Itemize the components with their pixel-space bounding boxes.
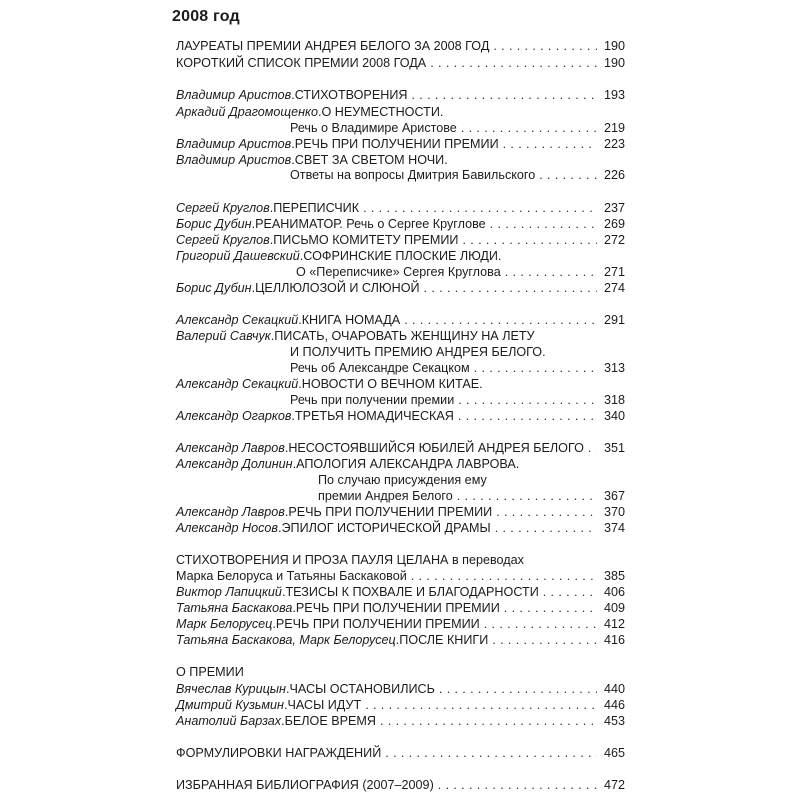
entry-title: СОФРИНСКИЕ ПЛОСКИЕ ЛЮДИ. xyxy=(303,249,502,263)
entry-title: По случаю присуждения ему xyxy=(318,473,487,487)
entry-author: Марк Белорусец . xyxy=(176,615,276,633)
entry-page: 190 xyxy=(603,39,625,53)
entry-author: Татьяна Баскакова . xyxy=(176,599,296,617)
section-title: 2008 год xyxy=(172,8,240,25)
entry-title: О НЕУМЕСТНОСТИ. xyxy=(321,105,444,119)
entry-author: Владимир Аристов . xyxy=(176,151,295,169)
entry-title: РЕЧЬ ПРИ ПОЛУЧЕНИИ ПРЕМИИ xyxy=(288,505,493,519)
leader-dots xyxy=(380,712,597,730)
entry-page: 193 xyxy=(603,88,625,102)
entry-title: ПЕРЕПИСЧИК xyxy=(273,201,360,215)
entry-title: БЕЛОЕ ВРЕМЯ xyxy=(284,714,377,728)
entry-page: 374 xyxy=(603,521,625,535)
entry-page: 226 xyxy=(603,168,625,182)
leader-dots xyxy=(438,776,597,794)
entry-page: 351 xyxy=(603,441,625,455)
entry-title: СВЕТ ЗА СВЕТОМ НОЧИ. xyxy=(294,153,448,167)
entry-title: ЦЕЛЛЮЛОЗОЙ И СЛЮНОЙ xyxy=(255,281,420,295)
entry-author: Дмитрий Кузьмин . xyxy=(176,696,288,714)
entry-title: ТЕЗИСЫ К ПОХВАЛЕ И БЛАГОДАРНОСТИ xyxy=(285,585,539,599)
entry-title: Речь об Александре Секацком xyxy=(290,361,470,375)
leader-dots xyxy=(424,279,597,297)
entry-author: Александр Секацкий . xyxy=(176,311,302,329)
entry-page: 416 xyxy=(603,633,625,647)
leader-dots xyxy=(539,166,597,184)
entry-author: Александр Огарков . xyxy=(176,407,295,425)
entry-title: АПОЛОГИЯ АЛЕКСАНДРА ЛАВРОВА. xyxy=(296,457,520,471)
entry-title: ЧАСЫ ИДУТ xyxy=(287,698,362,712)
entry-title: СТИХОТВОРЕНИЯ xyxy=(294,88,408,102)
entry-title: РЕЧЬ ПРИ ПОЛУЧЕНИИ ПРЕМИИ xyxy=(275,617,480,631)
entry-title: Марка Белоруса и Татьяны Баскаковой xyxy=(176,569,407,583)
entry-page: 440 xyxy=(603,682,625,696)
entry-page: 269 xyxy=(603,217,625,231)
toc-entry xyxy=(290,166,625,184)
entry-page: 453 xyxy=(603,714,625,728)
entry-author: Александр Секацкий . xyxy=(176,375,302,393)
entry-author: Александр Лавров . xyxy=(176,439,288,457)
entry-title: ИЗБРАННАЯ БИБЛИОГРАФИЯ (2007–2009) xyxy=(176,778,434,792)
entry-title: НЕСОСТОЯВШИЙСЯ ЮБИЛЕЙ АНДРЕЯ БЕЛОГО xyxy=(288,441,584,455)
entry-title: НОВОСТИ О ВЕЧНОМ КИТАЕ. xyxy=(301,377,483,391)
entry-title: ПИСЬМО КОМИТЕТУ ПРЕМИИ xyxy=(273,233,459,247)
entry-author: Анатолий Барзах . xyxy=(176,712,285,730)
entry-author: Сергей Круглов . xyxy=(176,199,273,217)
toc-entry xyxy=(176,54,625,72)
entry-title: ЛАУРЕАТЫ ПРЕМИИ АНДРЕЯ БЕЛОГО ЗА 2008 ГОД xyxy=(176,39,490,53)
leader-dots xyxy=(493,37,597,55)
entry-title: О «Переписчике» Сергея Круглова xyxy=(296,265,501,279)
entry-title: ЭПИЛОГ ИСТОРИЧЕСКОЙ ДРАМЫ xyxy=(281,521,491,535)
entry-title: премии Андрея Белого xyxy=(318,489,453,503)
toc-entry xyxy=(176,663,625,681)
toc-entry xyxy=(176,279,625,297)
entry-author: Татьяна Баскакова, Марк Белорусец . xyxy=(176,631,399,649)
entry-author: Александр Лавров . xyxy=(176,503,288,521)
entry-title: ЧАСЫ ОСТАНОВИЛИСЬ xyxy=(289,682,435,696)
entry-page: 385 xyxy=(603,569,625,583)
leader-dots xyxy=(495,519,597,537)
entry-author: Аркадий Драгомощенко . xyxy=(176,103,322,121)
entry-page: 318 xyxy=(603,393,625,407)
entry-page: 340 xyxy=(603,409,625,423)
toc-entry xyxy=(176,86,625,104)
toc-entry xyxy=(176,519,625,537)
entry-page: 446 xyxy=(603,698,625,712)
leader-dots xyxy=(411,86,597,104)
entry-title: Речь при получении премии xyxy=(290,393,455,407)
entry-title: ТРЕТЬЯ НОМАДИЧЕСКАЯ xyxy=(294,409,454,423)
entry-title: РЕЧЬ ПРИ ПОЛУЧЕНИИ ПРЕМИИ xyxy=(295,601,500,615)
entry-title: РЕАНИМАТОР. Речь о Сергее Круглове xyxy=(255,217,486,231)
leader-dots xyxy=(430,54,597,72)
entry-title: О ПРЕМИИ xyxy=(176,665,244,679)
entry-title: ПОСЛЕ КНИГИ xyxy=(399,633,489,647)
entry-title: КНИГА НОМАДА xyxy=(301,313,401,327)
entry-author: Владимир Аристов . xyxy=(176,86,295,104)
entry-page: 472 xyxy=(603,778,625,792)
toc-entry xyxy=(176,407,625,425)
entry-page: 370 xyxy=(603,505,625,519)
entry-author: Григорий Дашевский . xyxy=(176,247,303,265)
entry-title: СТИХОТВОРЕНИЯ И ПРОЗА ПАУЛЯ ЦЕЛАНА в переводах xyxy=(176,553,524,567)
entry-page: 409 xyxy=(603,601,625,615)
entry-page: 223 xyxy=(603,137,625,151)
leader-dots xyxy=(492,631,597,649)
entry-author: Вячеслав Курицын . xyxy=(176,680,289,698)
entry-title: ФОРМУЛИРОВКИ НАГРАЖДЕНИЙ xyxy=(176,746,382,760)
toc-entry xyxy=(176,776,625,794)
entry-title: И ПОЛУЧИТЬ ПРЕМИЮ АНДРЕЯ БЕЛОГО. xyxy=(290,345,546,359)
entry-title: Ответы на вопросы Дмитрия Бавильского xyxy=(290,168,536,182)
toc-entry xyxy=(176,631,625,649)
entry-page: 367 xyxy=(603,489,625,503)
entry-page: 291 xyxy=(603,313,625,327)
leader-dots xyxy=(385,744,597,762)
entry-author: Александр Носов . xyxy=(176,519,281,537)
entry-page: 271 xyxy=(603,265,625,279)
entry-page: 219 xyxy=(603,121,625,135)
toc-entry xyxy=(176,37,625,55)
entry-author: Валерий Савчук . xyxy=(176,327,274,345)
entry-author: Борис Дубин . xyxy=(176,279,255,297)
entry-page: 274 xyxy=(603,281,625,295)
entry-title: ПИСАТЬ, ОЧАРОВАТЬ ЖЕНЩИНУ НА ЛЕТУ xyxy=(274,329,535,343)
entry-title: КОРОТКИЙ СПИСОК ПРЕМИИ 2008 ГОДА xyxy=(176,56,427,70)
toc-entry xyxy=(176,712,625,730)
entry-page: 272 xyxy=(603,233,625,247)
toc-entry xyxy=(176,744,625,762)
entry-author: Владимир Аристов . xyxy=(176,135,295,153)
entry-page: 313 xyxy=(603,361,625,375)
entry-author: Борис Дубин . xyxy=(176,215,255,233)
entry-title: Речь о Владимире Аристове xyxy=(290,121,457,135)
entry-author: Сергей Круглов . xyxy=(176,231,273,249)
entry-page: 406 xyxy=(603,585,625,599)
entry-author: Виктор Лапицкий . xyxy=(176,583,285,601)
entry-page: 465 xyxy=(603,746,625,760)
entry-title: РЕЧЬ ПРИ ПОЛУЧЕНИИ ПРЕМИИ xyxy=(294,137,499,151)
entry-author: Александр Долинин . xyxy=(176,455,296,473)
entry-page: 237 xyxy=(603,201,625,215)
entry-page: 190 xyxy=(603,56,625,70)
entry-page: 412 xyxy=(603,617,625,631)
leader-dots xyxy=(458,407,597,425)
